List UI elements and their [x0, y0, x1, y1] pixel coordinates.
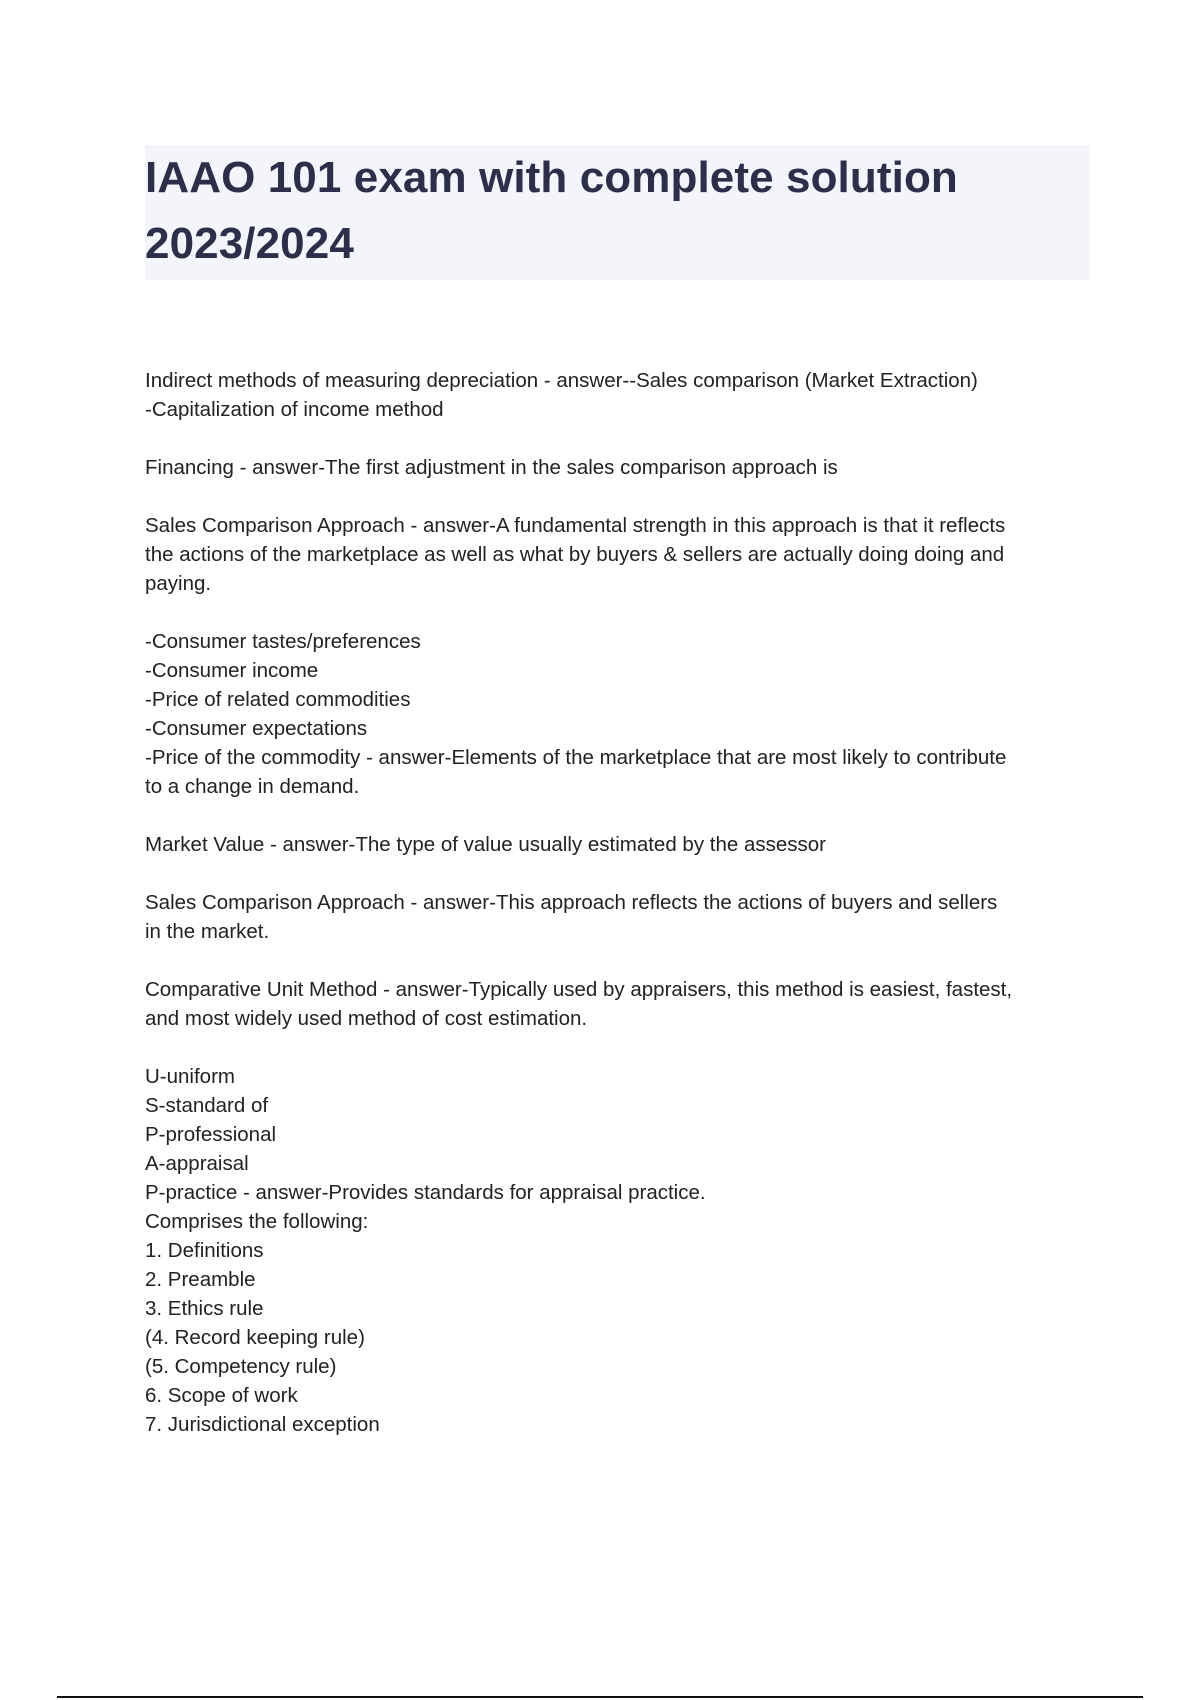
text-line: P-professional [145, 1123, 277, 1146]
title-line: 2023/2024 [145, 219, 354, 268]
text-line: Comprises the following: [145, 1210, 369, 1233]
qa-paragraph [145, 1062, 1095, 1439]
text-line: Indirect methods of measuring depreciation - answer--Sales comparison (Market Extraction) [145, 369, 978, 392]
qa-paragraph [145, 453, 1095, 482]
text-line: 6. Scope of work [145, 1384, 298, 1407]
qa-paragraph [145, 830, 1095, 859]
text-line: 1. Definitions [145, 1239, 264, 1262]
text-line: paying. [145, 572, 212, 595]
text-line: 2. Preamble [145, 1268, 256, 1291]
text-line: to a change in demand. [145, 775, 360, 798]
title-line: IAAO 101 exam with complete solution [145, 153, 958, 202]
text-line: 7. Jurisdictional exception [145, 1413, 380, 1436]
qa-paragraph [145, 366, 1095, 424]
page-title [145, 145, 1090, 277]
footer-divider [57, 1696, 1143, 1698]
qa-paragraph [145, 511, 1095, 598]
text-line: Financing - answer-The first adjustment in the sales comparison approach is [145, 456, 838, 479]
text-line: and most widely used method of cost estimation. [145, 1007, 588, 1030]
text-line: Sales Comparison Approach - answer-This approach reflects the actions of buyers and sellers [145, 891, 998, 914]
text-line: Comparative Unit Method - answer-Typically used by appraisers, this method is easiest, fastest, [145, 978, 1013, 1001]
title-banner [145, 145, 1090, 280]
text-line: in the market. [145, 920, 270, 943]
text-line: Market Value - answer-The type of value usually estimated by the assessor [145, 833, 826, 856]
text-line: S-standard of [145, 1094, 269, 1117]
text-line: -Consumer tastes/preferences [145, 630, 421, 653]
text-line: (4. Record keeping rule) [145, 1326, 365, 1349]
text-line: (5. Competency rule) [145, 1355, 337, 1378]
qa-paragraph [145, 975, 1095, 1033]
text-line: -Consumer income [145, 659, 319, 682]
qa-paragraph [145, 627, 1095, 801]
text-line: Sales Comparison Approach - answer-A fundamental strength in this approach is that it reflects [145, 514, 1006, 537]
text-line: 3. Ethics rule [145, 1297, 264, 1320]
text-line: -Price of the commodity - answer-Elements of the marketplace that are most likely to contribute [145, 746, 1007, 769]
qa-paragraph [145, 888, 1095, 946]
text-line: -Capitalization of income method [145, 398, 444, 421]
text-line: the actions of the marketplace as well as what by buyers & sellers are actually doing doing and [145, 543, 1005, 566]
text-line: P-practice - answer-Provides standards for appraisal practice. [145, 1181, 706, 1204]
text-line: -Price of related commodities [145, 688, 411, 711]
text-line: U-uniform [145, 1065, 235, 1088]
text-line: A-appraisal [145, 1152, 249, 1175]
text-line: -Consumer expectations [145, 717, 368, 740]
document-body [145, 366, 1095, 1468]
